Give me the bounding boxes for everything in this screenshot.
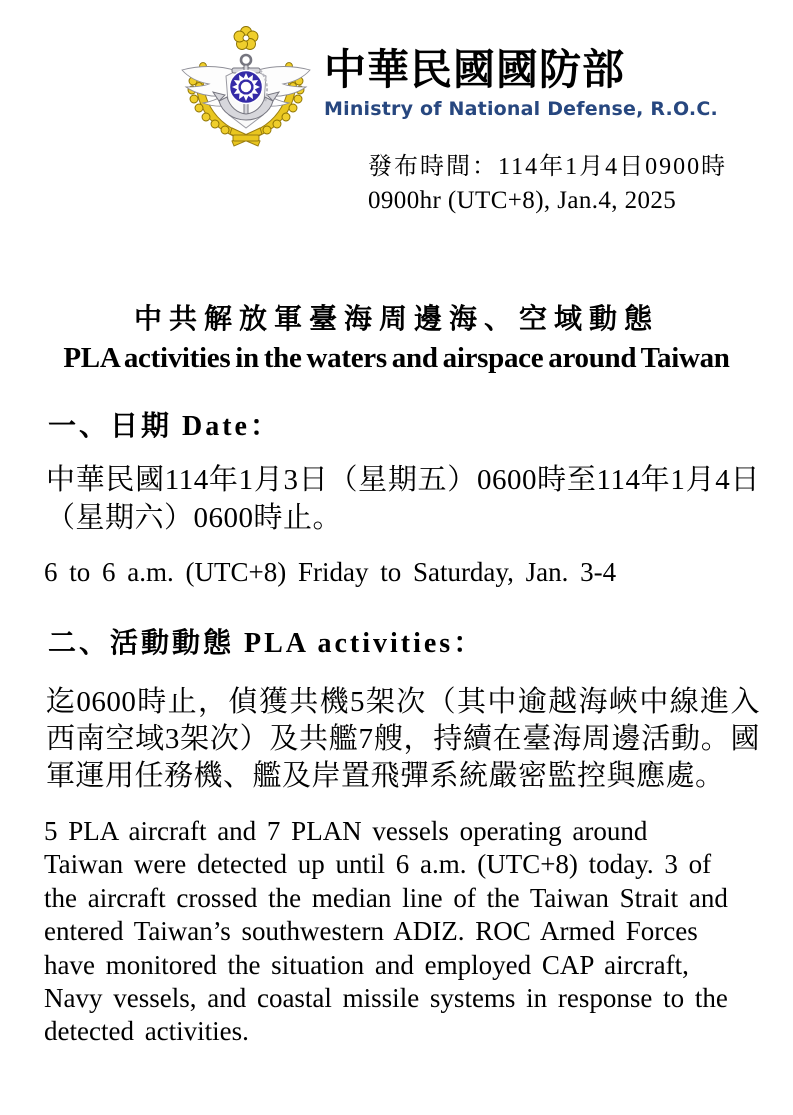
en-text-line: detected activities. (44, 1016, 249, 1047)
release-time-zh: 發布時間：114年1月4日0900時 (368, 154, 728, 180)
document-title-en: PLA activities in the waters and airspace around Taiwan (63, 342, 730, 374)
document-title-zh: 中共解放軍臺海周邊海、空域動態 (133, 304, 659, 335)
section-date-body-zh (46, 461, 760, 537)
zh-text-line: 中華民國114年1月3日（星期五）0600時至114年1月4日 (46, 464, 760, 496)
zh-text-line: 迄0600時止，偵獲共機5架次（其中逾越海峽中線進入 (46, 686, 760, 718)
section-date-heading: 一、日期 Date： (48, 411, 281, 442)
masthead-text (324, 24, 718, 120)
en-text-line: entered Taiwan’s southwestern ADIZ. ROC Armed Forces (44, 916, 698, 947)
mnd-emblem-icon (176, 24, 316, 150)
section-activities-heading: 二、活動動態 PLA activities： (48, 628, 485, 659)
en-text-line: 5 PLA aircraft and 7 PLAN vessels operating around (44, 816, 648, 846)
org-title-zh: 中華民國國防部 (324, 48, 626, 94)
zh-text-line: （星期六）0600時止。 (46, 502, 343, 534)
en-text-line: have monitored the situation and employed CAP aircraft, (44, 949, 689, 980)
masthead (176, 24, 718, 150)
release-time-en: 0900hr (UTC+8), Jan.4, 2025 (368, 187, 677, 214)
section-activities-body-zh (46, 684, 760, 795)
release-info (368, 151, 727, 217)
section-date-body-en: 6 to 6 a.m. (UTC+8) Friday to Saturday, Jan. 3-4 (44, 557, 617, 587)
document-title (0, 302, 793, 375)
zh-text-line: 西南空域3架次）及共艦7艘，持續在臺海周邊活動。國 (46, 723, 760, 755)
en-text-line: Navy vessels, and coastal missile systems in response to the (44, 983, 728, 1014)
en-text-line: the aircraft crossed the median line of the Taiwan Strait and (44, 882, 728, 913)
org-title-en: Ministry of National Defense, R.O.C. (324, 98, 718, 121)
zh-text-line: 軍運用任務機、艦及岸置飛彈系統嚴密監控與應處。 (46, 760, 725, 792)
en-text-line: Taiwan were detected up until 6 a.m. (UTC+8) today. 3 of (44, 849, 712, 880)
section-activities-body-en (44, 815, 760, 1049)
